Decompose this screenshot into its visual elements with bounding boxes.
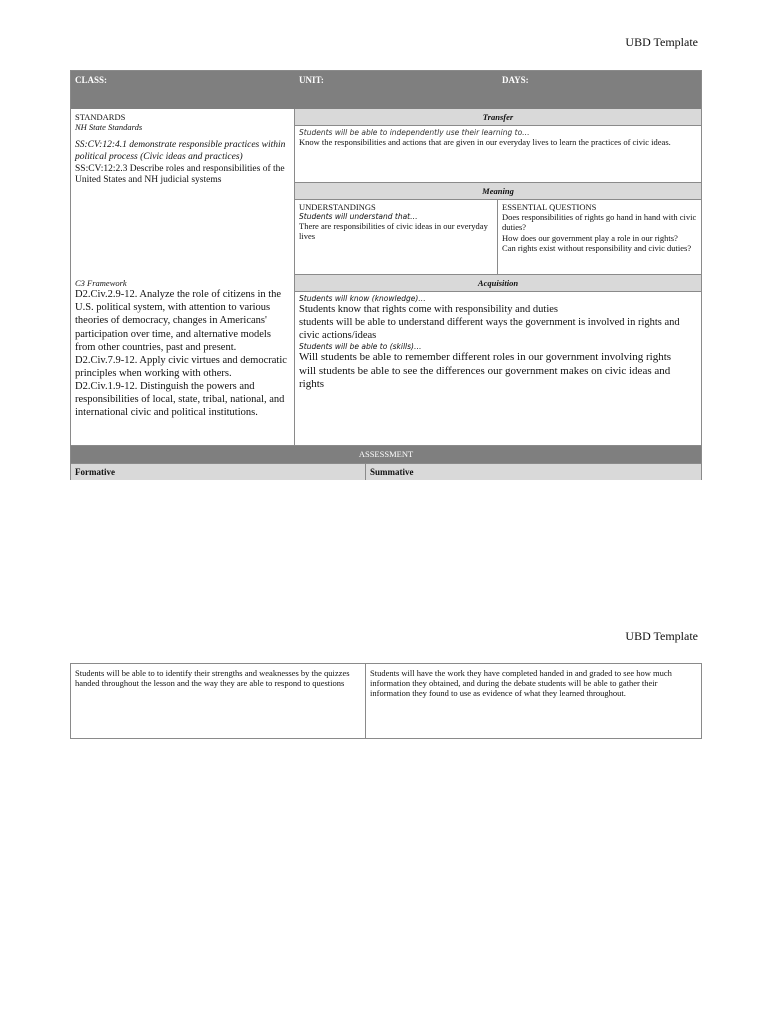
assessment-table: [70, 663, 702, 739]
knowledge-item-1: Students know that rights come with responsibility and duties: [299, 304, 558, 315]
standard-2: SS:CV:12:2.3 Describe roles and responsibilities of the United States and NH judicial systems: [75, 163, 285, 186]
c3-standard-2: D2.Civ.7.9-12. Apply civic virtues and democratic principles when working with others.: [75, 354, 287, 379]
standards-column: [71, 109, 295, 445]
meaning-heading: Meaning: [295, 183, 701, 200]
class-label: CLASS:: [75, 75, 108, 85]
class-unit-days-bar: [71, 71, 701, 109]
c3-standard-3: D2.Civ.1.9-12. Distinguish the powers and responsibilities of local, state, tribal, national, and international civic and political institutions.: [75, 381, 285, 419]
essential-questions-title: ESSENTIAL QUESTIONS: [502, 202, 597, 212]
summative-label: Summative: [370, 467, 414, 477]
skill-item-1: Will students be able to remember different roles in our government involving rights: [299, 351, 672, 364]
transfer-heading: Transfer: [295, 109, 701, 126]
page-header: UBD Template: [625, 35, 698, 49]
acquisition-heading: Acquisition: [295, 275, 701, 292]
meaning-section: [295, 200, 701, 275]
formative-text: Students will be able to to identify their strengths and weaknesses by the quizzes handed throughout the lesson and the way they are able to respond to questions: [71, 664, 366, 738]
transfer-section: [295, 126, 701, 183]
standards-title: STANDARDS: [75, 112, 126, 122]
unit-label: UNIT:: [299, 75, 324, 85]
formative-label: Formative: [71, 464, 366, 480]
essential-questions-cell: [498, 200, 701, 274]
standards-subtitle: NH State Standards: [75, 122, 143, 133]
essential-question-3: Can rights exist without responsibility and civic duties?: [502, 242, 692, 253]
c3-framework-title: C3 Framework: [75, 278, 127, 288]
knowledge-prompt: Students will know (knowledge)…: [299, 294, 426, 303]
understandings-text: There are responsibilities of civic ideas in our everyday lives: [299, 221, 488, 242]
transfer-prompt: Students will be able to independently use their learning to…: [299, 128, 530, 137]
acquisition-section: [295, 292, 701, 445]
skill-item-2: will students be able to see the differences our government makes on civic ideas and rights: [299, 364, 671, 390]
days-label: DAYS:: [502, 75, 529, 85]
skills-prompt: Students will be able to (skills)…: [299, 342, 422, 352]
essential-question-2: How does our government play a role in our rights?: [502, 232, 678, 243]
ubd-table: [70, 70, 702, 480]
assessment-subheader: [71, 463, 701, 480]
knowledge-item-2: students will be able to understand different ways the government is involved in rights and civic actions/ideas: [299, 317, 680, 342]
page2-header: UBD Template: [625, 629, 698, 643]
understandings-cell: [295, 200, 498, 274]
stage-one-column: [295, 109, 701, 445]
assessment-heading: ASSESSMENT: [71, 445, 701, 463]
essential-question-1: Does responsibilities of rights go hand in hand with civic duties?: [502, 212, 697, 233]
understandings-prompt: Students will understand that…: [299, 212, 418, 222]
summative-text: Students will have the work they have completed handed in and graded to see how much information they obtained, and during the debate students will be able to gather their information they found to use as evidence of what they learned throughout.: [370, 668, 672, 699]
c3-standard-1: D2.Civ.2.9-12. Analyze the role of citizens in the U.S. political system, with attention to various theories of democracy, changes in Americans' participation over time, and alternative models from other countries, past and present.: [75, 289, 282, 353]
standard-1: SS:CV:12:4.1 demonstrate responsible practices within political process (Civic ideas and practices): [75, 140, 286, 162]
transfer-text: Know the responsibilities and actions that are given in our everyday lives to learn the practices of civic ideas.: [299, 137, 671, 147]
understandings-title: UNDERSTANDINGS: [299, 202, 376, 212]
